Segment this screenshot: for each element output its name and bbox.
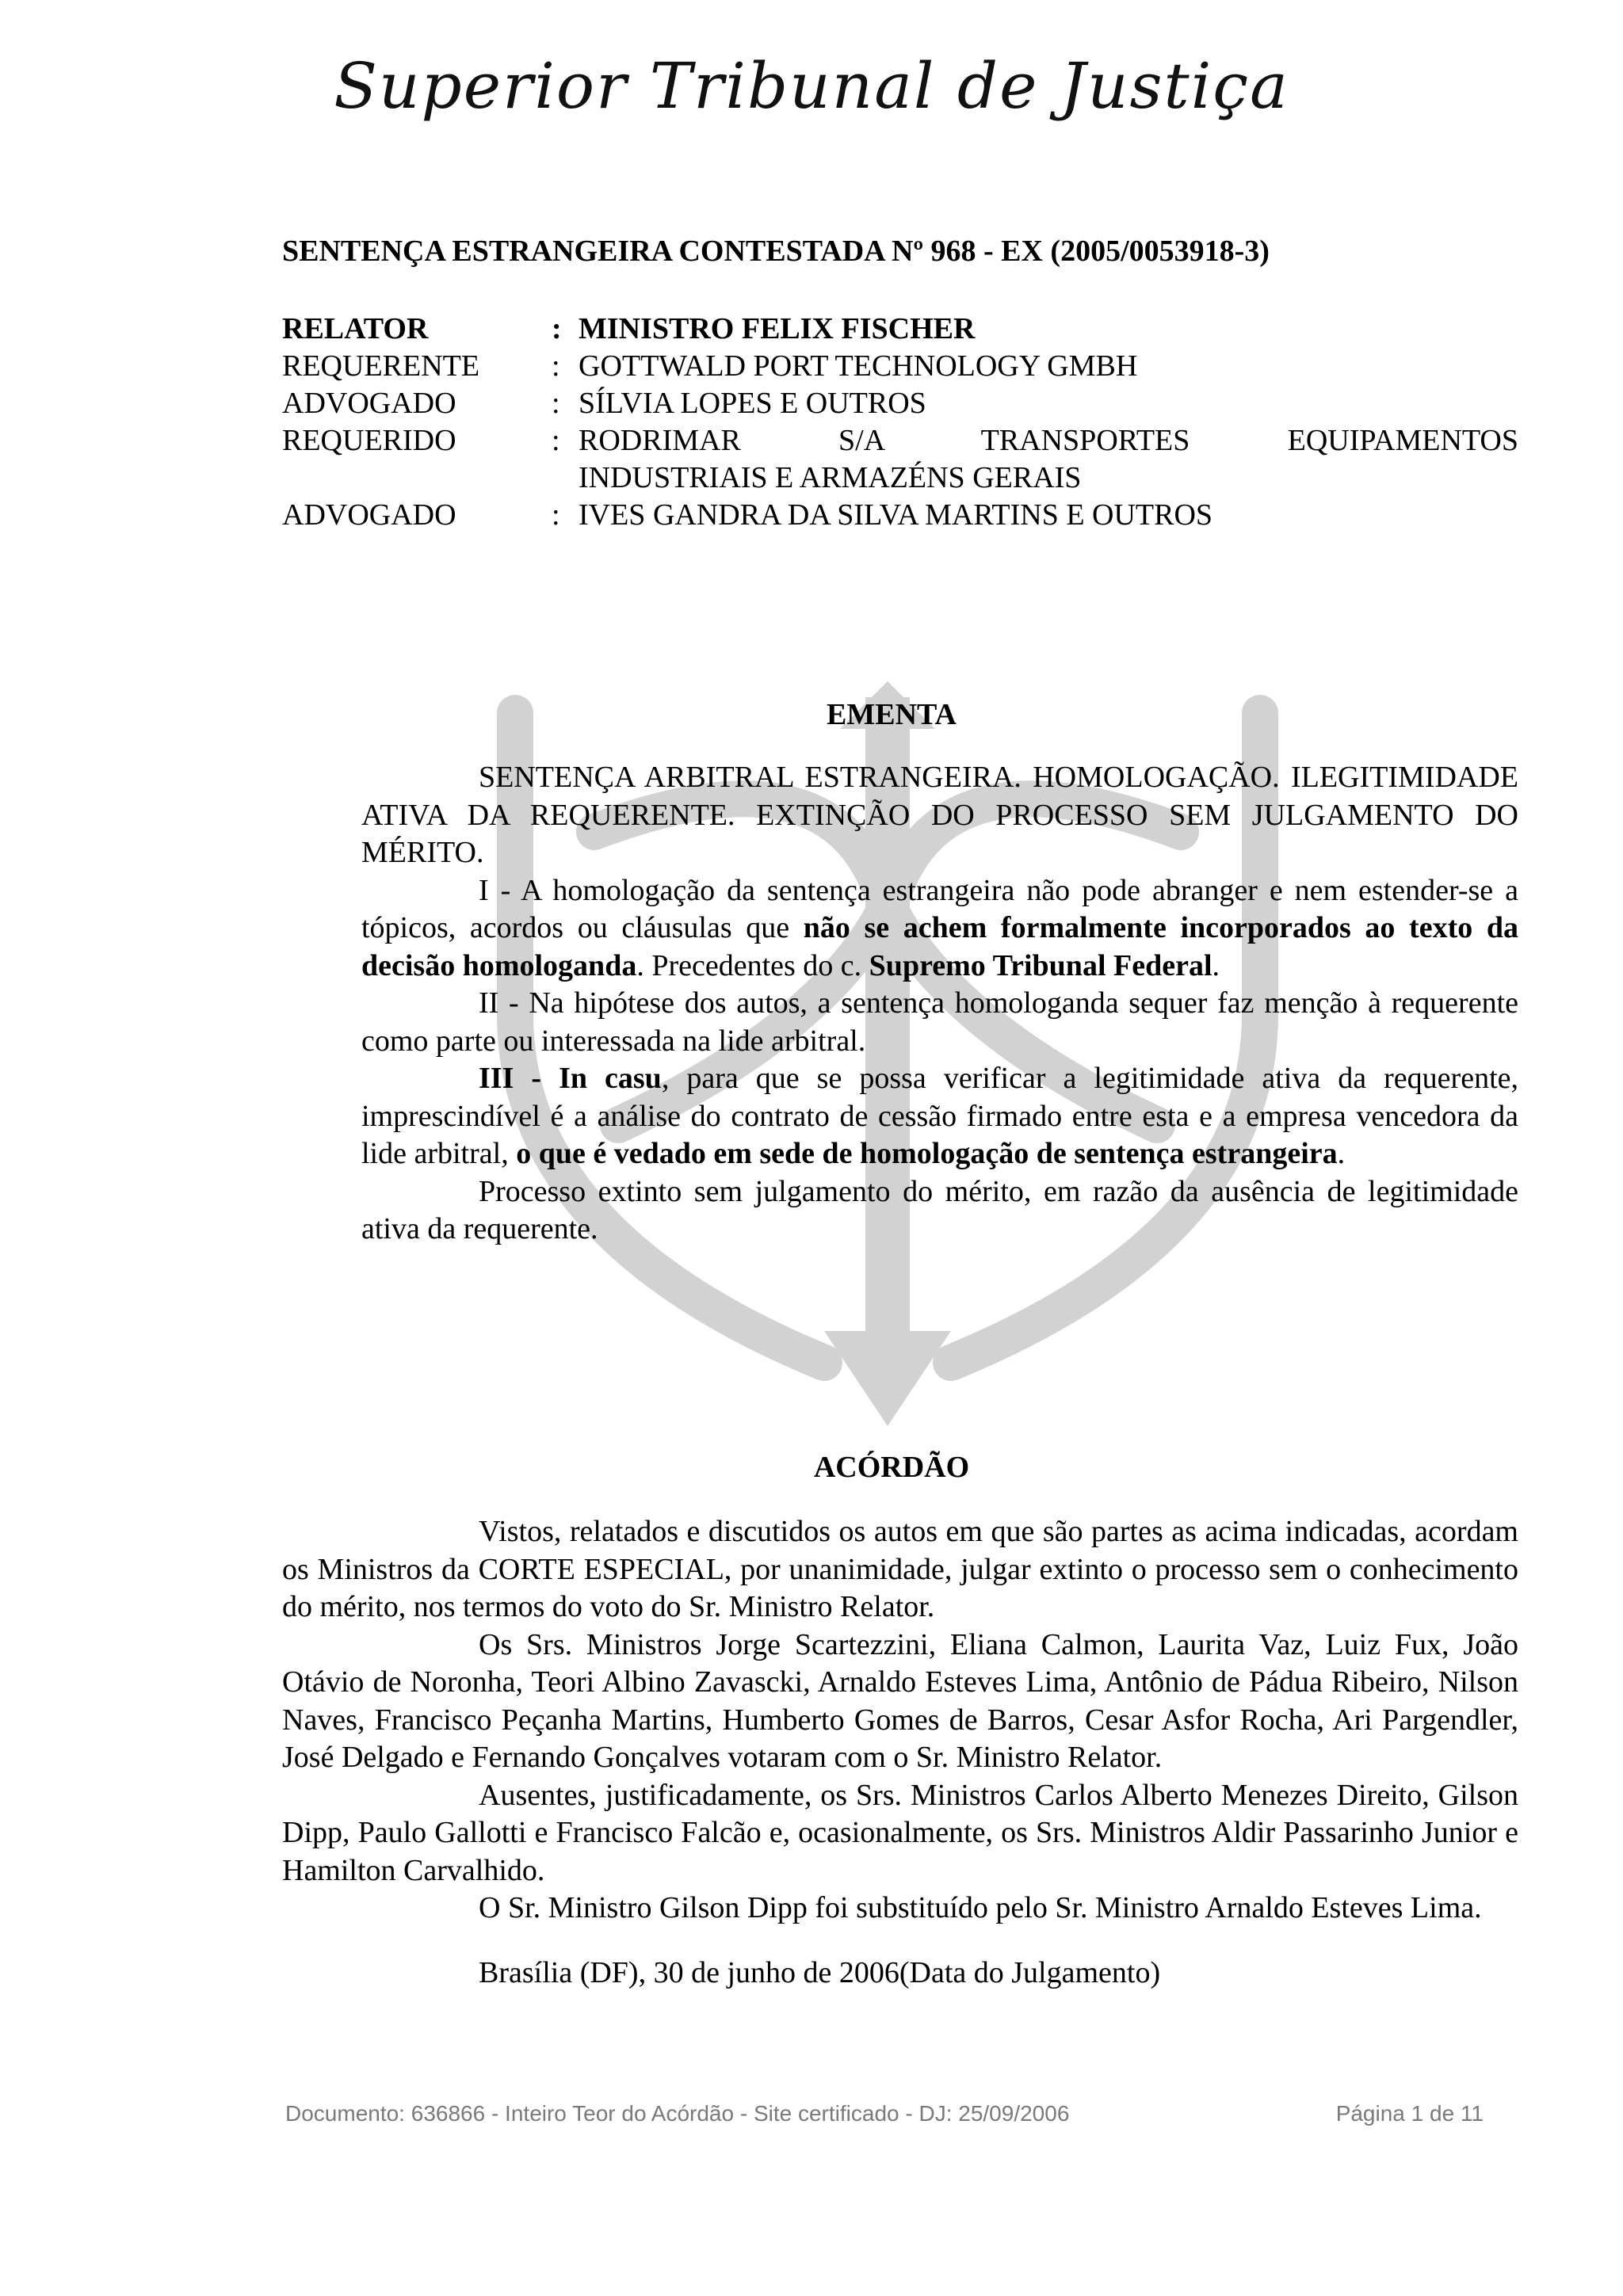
party-colon: : bbox=[552, 349, 560, 383]
text-run: , para que se possa verificar a legitimidade ativa da requerente, imprescindível é a análise do contrato de cessão firmado entre esta e a empresa vencedora da lide arbitral, bbox=[361, 1062, 1518, 1170]
acordao-body bbox=[282, 1513, 1518, 1928]
ementa-heading: EMENTA bbox=[827, 698, 957, 731]
court-header: Superior Tribunal de Justiça bbox=[334, 49, 1289, 123]
document-title: SENTENÇA ESTRANGEIRA CONTESTADA Nº 968 - EX (2005/0053918-3) bbox=[282, 235, 1270, 268]
text-run: . Precedentes do c. bbox=[636, 948, 869, 982]
party-value bbox=[579, 422, 1518, 497]
page-footer bbox=[285, 2101, 1484, 2126]
acordao-paragraph-3: Ausentes, justificadamente, os Srs. Ministros Carlos Alberto Menezes Direito, Gilson Dipp, Paulo Gallotti e Francisco Falcão e, ocasionalmente, os Srs. Ministros Aldir Passarinho Junior e Hamilton Carvalhido. bbox=[282, 1778, 1518, 1887]
party-row-requerente bbox=[282, 348, 1518, 385]
text-run: . bbox=[1212, 948, 1220, 982]
party-value-line: RODRIMAR S/A TRANSPORTES EQUIPAMENTOS bbox=[579, 424, 1518, 457]
party-label: REQUERIDO bbox=[282, 424, 456, 457]
party-row-relator bbox=[282, 311, 1518, 348]
text-run-bold: III - bbox=[479, 1062, 559, 1095]
text-run-bold: In casu bbox=[559, 1062, 662, 1095]
party-row-advogado-2 bbox=[282, 497, 1518, 534]
party-value: IVES GANDRA DA SILVA MARTINS E OUTROS bbox=[579, 498, 1213, 532]
party-colon: : bbox=[552, 498, 560, 532]
party-value-line: INDUSTRIAIS E ARMAZÉNS GERAIS bbox=[579, 461, 1082, 494]
party-row-requerido bbox=[282, 422, 1518, 497]
party-label: REQUERENTE bbox=[282, 349, 480, 383]
text-run-bold: não se achem formalmente incorporados ao texto da decisão homologanda bbox=[361, 911, 1518, 982]
text-run: . bbox=[1337, 1137, 1346, 1170]
ementa-item-3 bbox=[361, 1060, 1518, 1173]
party-value: MINISTRO FELIX FISCHER bbox=[579, 312, 976, 345]
text-run-bold: o que é vedado em sede de homologação de sentença estrangeira bbox=[516, 1137, 1338, 1170]
party-label: ADVOGADO bbox=[282, 387, 456, 420]
party-colon: : bbox=[552, 312, 562, 345]
party-value: SÍLVIA LOPES E OUTROS bbox=[579, 387, 926, 420]
party-label: ADVOGADO bbox=[282, 498, 456, 532]
party-value: GOTTWALD PORT TECHNOLOGY GMBH bbox=[579, 349, 1138, 383]
ementa-item-1 bbox=[361, 872, 1518, 986]
acordao-paragraph-1: Vistos, relatados e discutidos os autos em que são partes as acima indicadas, acordam os Ministros da CORTE ESPECIAL, por unanimidade, julgar extinto o processo sem o conhecimento do mérito, nos termos do voto do Sr. Ministro Relator. bbox=[282, 1515, 1518, 1623]
parties-block bbox=[282, 311, 1518, 534]
ementa-body bbox=[361, 759, 1518, 1249]
party-colon: : bbox=[552, 424, 560, 457]
party-colon: : bbox=[552, 387, 560, 420]
footer-page-number: Página 1 de 11 bbox=[1335, 2101, 1484, 2126]
acordao-paragraph-4: O Sr. Ministro Gilson Dipp foi substituído pelo Sr. Ministro Arnaldo Esteves Lima. bbox=[479, 1891, 1482, 1924]
party-row-advogado bbox=[282, 385, 1518, 422]
text-run: I - A homologação da sentença estrangeira não pode abranger e nem estender-se a tópicos, acordos ou cláusulas que bbox=[361, 873, 1518, 944]
text-run-bold: Supremo Tribunal Federal bbox=[869, 948, 1212, 982]
ementa-item-2: II - Na hipótese dos autos, a sentença homologanda sequer faz menção à requerente como parte ou interessada na lide arbitral. bbox=[361, 986, 1518, 1058]
footer-document-info: Documento: 636866 - Inteiro Teor do Acórdão - Site certificado - DJ: 25/09/2006 bbox=[285, 2101, 1070, 2126]
location-date: Brasília (DF), 30 de junho de 2006(Data do Julgamento) bbox=[479, 1956, 1161, 1989]
acordao-heading: ACÓRDÃO bbox=[813, 1451, 970, 1484]
party-label: RELATOR bbox=[282, 312, 429, 345]
acordao-paragraph-2: Os Srs. Ministros Jorge Scartezzini, Eliana Calmon, Laurita Vaz, Luiz Fux, João Otávio de Noronha, Teori Albino Zavascki, Arnaldo Esteves Lima, Antônio de Pádua Ribeiro, Nilson Naves, Francisco Peçanha Martins, Humberto Gomes de Barros, Cesar Asfor Rocha, Ari Pargendler, José Delgado e Fernando Gonçalves votaram com o Sr. Ministro Relator. bbox=[282, 1627, 1518, 1774]
ementa-conclusion: Processo extinto sem julgamento do mérito, em razão da ausência de legitimidade ativa da requerente. bbox=[361, 1174, 1518, 1245]
ementa-summary: SENTENÇA ARBITRAL ESTRANGEIRA. HOMOLOGAÇÃO. ILEGITIMIDADE ATIVA DA REQUERENTE. EXTINÇÃO DO PROCESSO SEM JULGAMENTO DO MÉRITO. bbox=[361, 761, 1518, 869]
